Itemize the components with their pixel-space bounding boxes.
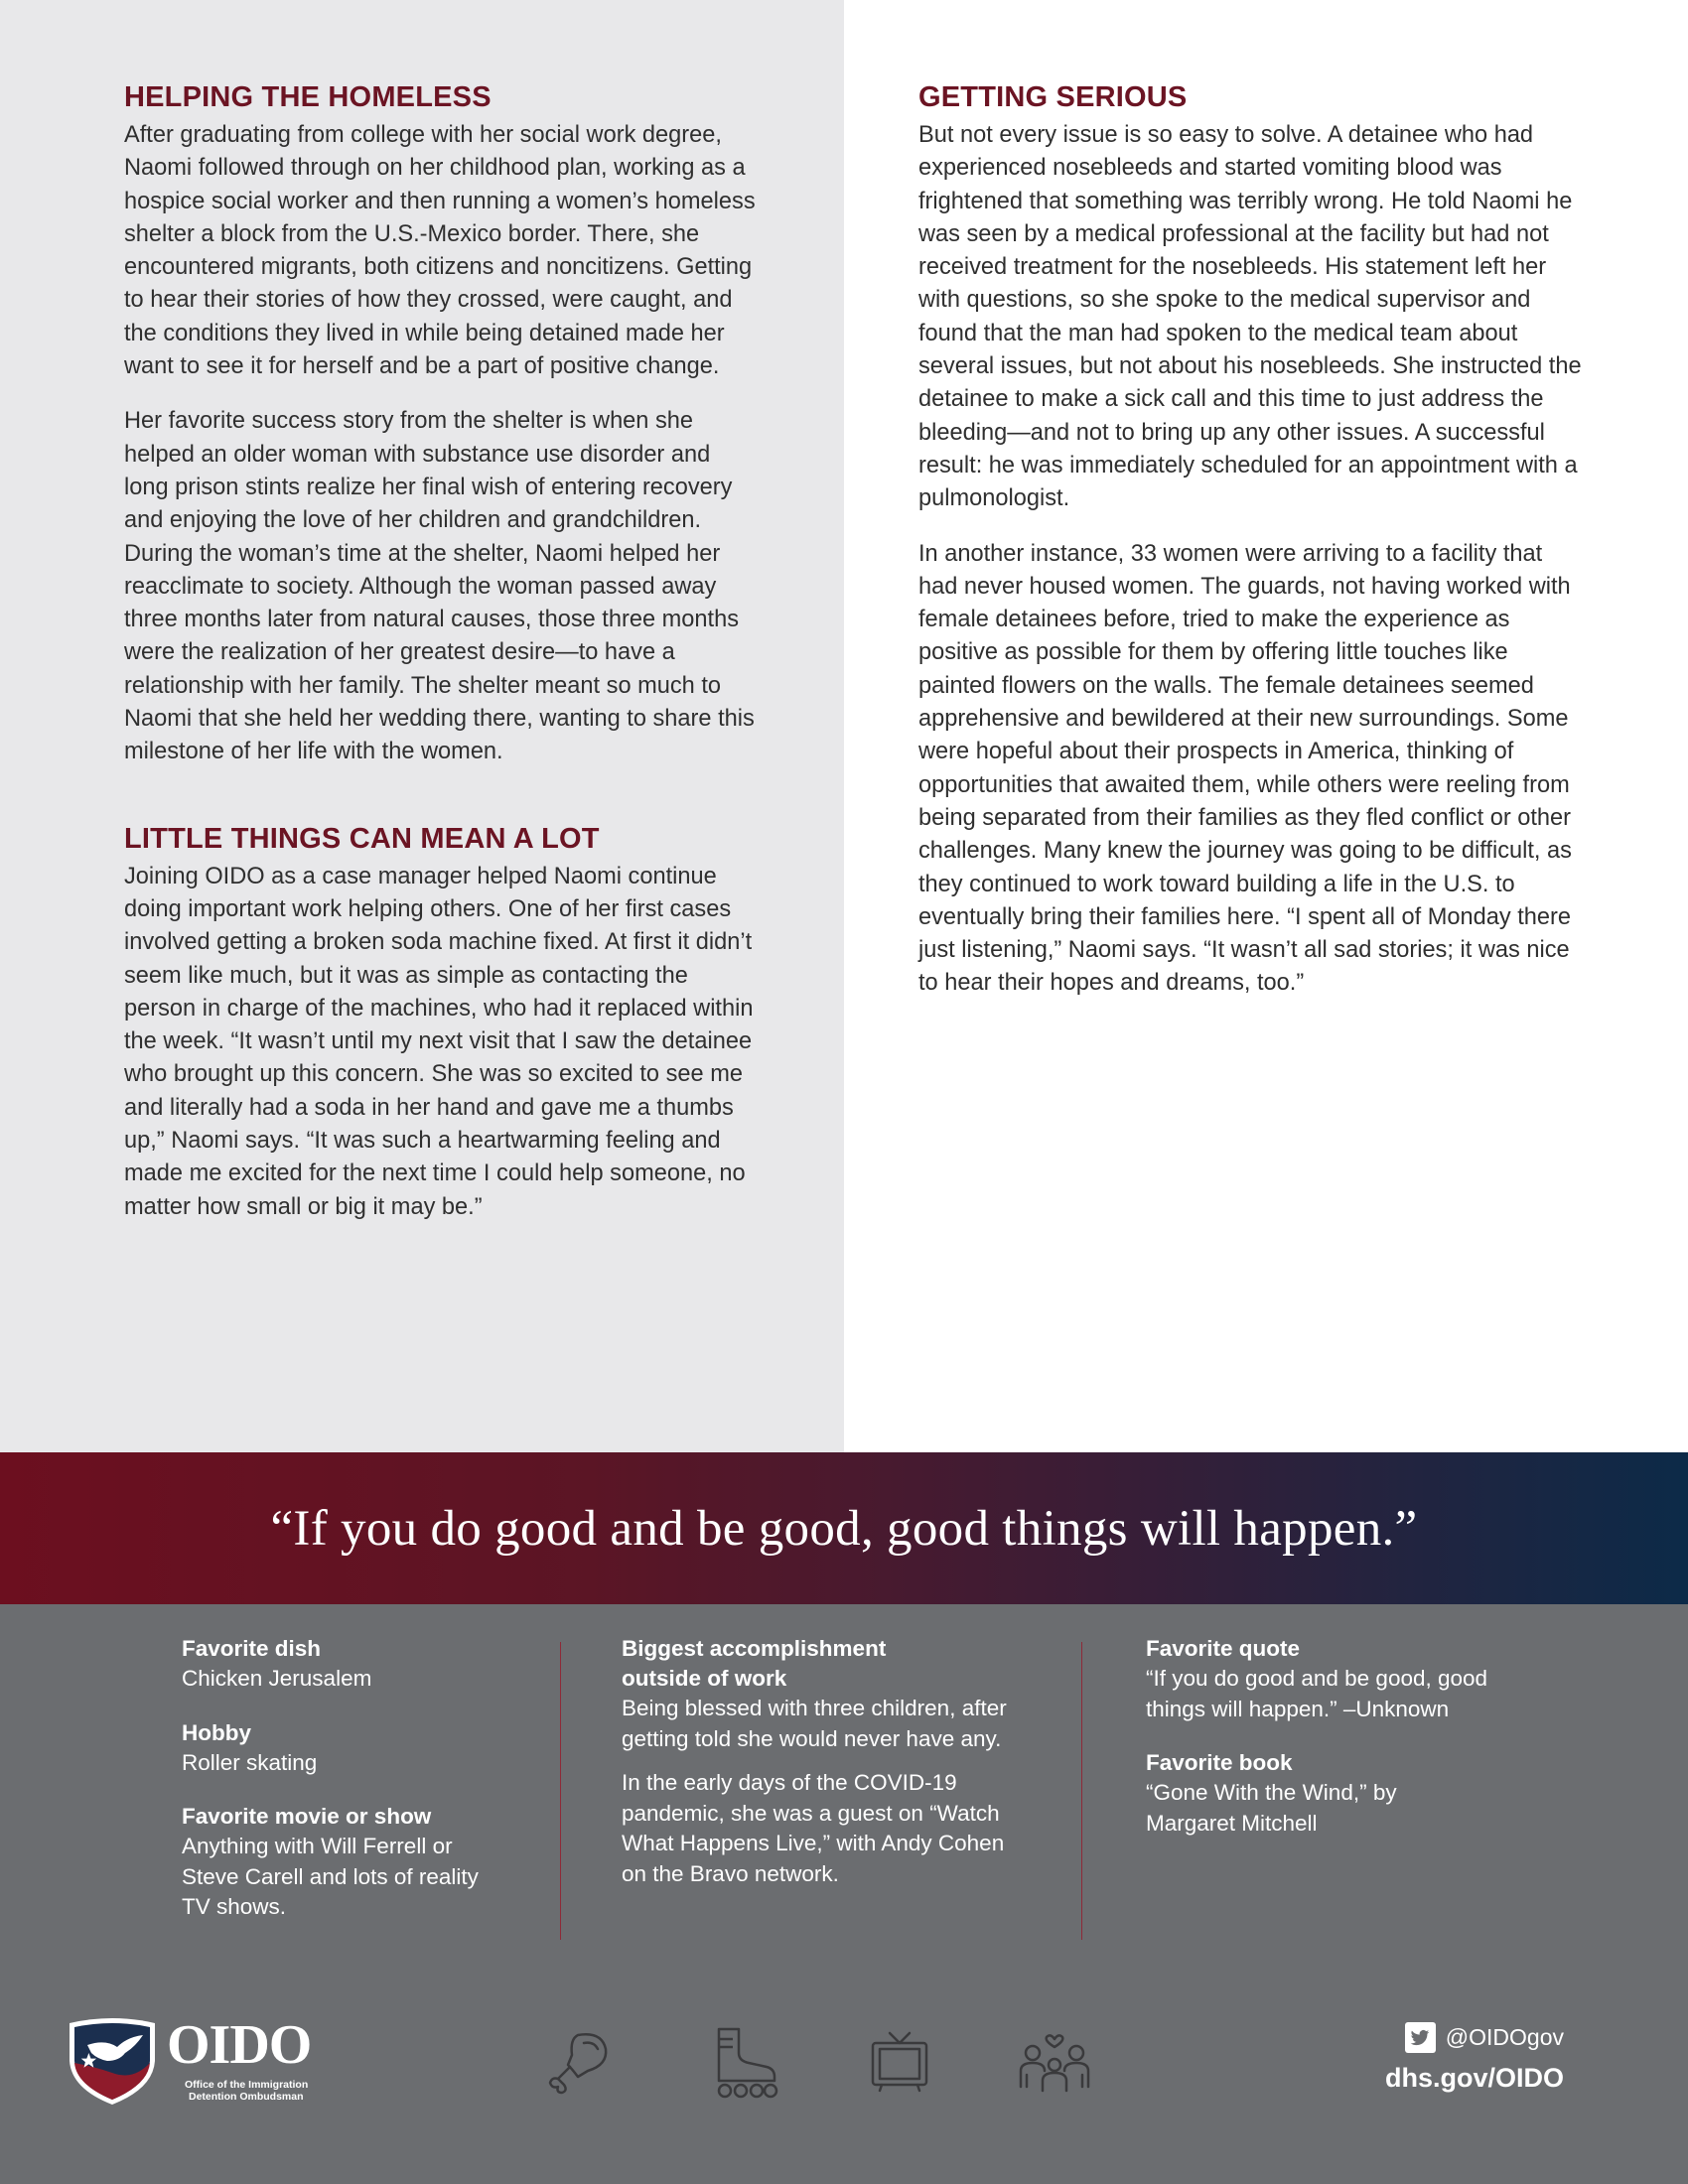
fact-value: Roller skating xyxy=(182,1749,318,1775)
roller-skate-icon xyxy=(709,2025,780,2099)
paragraph: Her favorite success story from the shelter is when she helped an older woman with substance use disorder and long prison stints realize her final wish of entering recovery and enjoying the love of her children and grandchildren. During the woman’s time at the shelter, Naomi helped her reacclimate to society. Although the woman passed away three months later from natural causes, those three months were the realization of her greatest desire—to have a relationship with her family. The shelter meant so much to Naomi that she held her wedding there, wanting to share this milestone of her life with the women. xyxy=(124,408,755,765)
divider xyxy=(1081,1642,1082,1940)
fact-favorite-book xyxy=(1146,1748,1563,1839)
television-icon xyxy=(870,2029,929,2095)
fact-value: Chicken Jerusalem xyxy=(182,1666,372,1691)
pull-quote: “If you do good and be good, good things will happen.” xyxy=(270,1500,1418,1557)
paragraph: Joining OIDO as a case manager helped Naomi continue doing important work helping others. One of her first cases involved getting a broken soda machine fixed. At first it didn’t seem like much, but it was as simple as contacting the person in charge of the machines, who had it replaced within the week. “It wasn’t until my next visit that I saw the detainee who brought up this concern. She was so excited to see me and literally had a soda in her hand and gave me a thumbs up,” Naomi says. “It was such a heartwarming feeling and made me excited for the next time I could help someone, no matter how small or big it may be.” xyxy=(124,863,754,1220)
facts-column-1 xyxy=(182,1634,509,1947)
logo-wordmark: OIDO xyxy=(167,2014,312,2076)
right-column xyxy=(918,77,1584,1023)
twitter-handle[interactable]: @OIDOgov xyxy=(1445,2024,1564,2050)
fact-biggest-accomplishment xyxy=(622,1634,1019,1754)
social-block xyxy=(1385,2022,1564,2094)
fact-value: In the early days of the COVID-19 pandemic, she was a guest on “Watch What Happens Live,” with Andy Cohen on the Bravo network. xyxy=(622,1770,1005,1886)
paragraph: After graduating from college with her social work degree, Naomi followed through on her childhood plan, working as a hospice social worker and then running a women’s homeless shelter a block from the U.S.-Mexico border. There, she encountered migrants, both citizens and noncitizens. Getting to hear their stories of how they crossed, were caught, and the conditions they lived in while being detained made her want to see it for herself and be a part of positive change. xyxy=(124,122,756,380)
twitter-icon[interactable] xyxy=(1405,2022,1436,2053)
section-heading-little-things: LITTLE THINGS CAN MEAN A LOT xyxy=(124,822,600,855)
paragraph: But not every issue is so easy to solve. A detainee who had experienced nosebleeds and started vomiting blood was frightened that something was terribly wrong. He told Naomi he was seen by a medical professional at the facility but had not received treatment for the nosebleeds. His statement left her with questions, so she spoke to the medical supervisor and found that the man had spoken to the medical team about several issues, but not about his nosebleeds. She instructed the detainee to make a sick call and this time to just address the bleeding—and not to bring up any other issues. A successful result: he was immediately scheduled for an appointment with a pulmonologist. xyxy=(918,122,1582,512)
twitter-row[interactable] xyxy=(1385,2022,1564,2053)
left-column xyxy=(124,77,760,1246)
fact-label: Favorite dish xyxy=(182,1636,322,1661)
logo-subtitle xyxy=(185,2079,308,2103)
oido-logo xyxy=(66,2014,344,2107)
paragraph: In another instance, 33 women were arriving to a facility that had never housed women. The guards, not having worked with female detainees before, tried to make the experience as positive as possible for them by offering little touches like painted flowers on the walls. The female detainees seemed apprehensive and bewildered at their new surroundings. Some were hopeful about their prospects in America, thinking of opportunities that awaited them, while others were reeling from being separated from their families as they fled conflict or other challenges. Many knew the journey was going to be difficult, as they continued to work toward building a life in the U.S. to eventually bring their families here. “I spent all of Monday there just listening,” Naomi says. “It wasn’t all sad stories; it was nice to hear their hopes and dreams, too.” xyxy=(918,540,1572,997)
logo-subtitle-line: Office of the Immigration xyxy=(185,2079,309,2091)
drumstick-icon xyxy=(544,2025,616,2097)
fact-value: “If you do good and be good, good things will happen.” –Unknown xyxy=(1146,1666,1488,1721)
section-heading-helping-homeless: HELPING THE HOMELESS xyxy=(124,81,492,113)
logo-subtitle-line: Detention Ombudsman xyxy=(189,2091,304,2103)
fact-label: Hobby xyxy=(182,1719,251,1745)
quote-banner xyxy=(0,1452,1688,1604)
family-icon xyxy=(1019,2025,1090,2095)
fact-hobby xyxy=(182,1718,509,1779)
fact-favorite-movie xyxy=(182,1802,509,1923)
fact-value: Being blessed with three children, after getting told she would never have any. xyxy=(622,1696,1007,1751)
fact-label: Biggest accomplishment outside of work xyxy=(622,1636,887,1691)
facts-column-3 xyxy=(1146,1634,1563,1862)
fact-favorite-quote xyxy=(1146,1634,1563,1724)
divider xyxy=(560,1642,561,1940)
fact-favorite-dish xyxy=(182,1634,509,1695)
fact-label: Favorite movie or show xyxy=(182,1804,432,1829)
section-heading-getting-serious: GETTING SERIOUS xyxy=(918,81,1188,113)
fact-label: Favorite book xyxy=(1146,1750,1293,1775)
fact-label: Favorite quote xyxy=(1146,1636,1301,1661)
fact-value: Anything with Will Ferrell or Steve Carell and lots of reality TV shows. xyxy=(182,1834,479,1919)
website-link[interactable]: dhs.gov/OIDO xyxy=(1384,2063,1564,2093)
facts-column-2 xyxy=(622,1634,1019,1889)
fact-value: “Gone With the Wind,” by Margaret Mitchell xyxy=(1146,1780,1397,1836)
oido-shield-icon xyxy=(66,2017,159,2107)
